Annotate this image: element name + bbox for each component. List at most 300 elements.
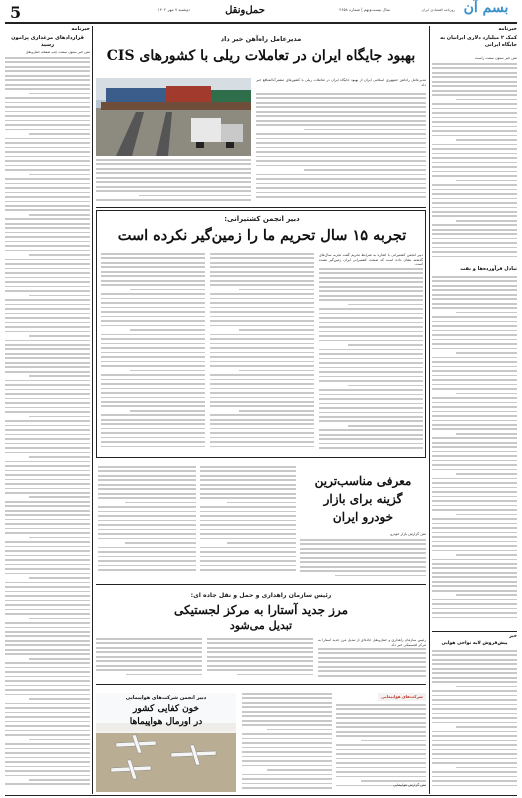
text-line (319, 272, 423, 274)
text-line (101, 437, 205, 439)
interview-kicker: دبیر انجمن کشتیرانی: (224, 215, 300, 223)
text-line (96, 669, 202, 671)
text-line (101, 343, 205, 345)
text-line (5, 156, 90, 158)
text-line (98, 475, 196, 477)
car-story-text-col-3 (98, 466, 196, 578)
text-line (5, 183, 90, 185)
text-line (5, 344, 90, 346)
airline-story (96, 687, 426, 794)
text-line (256, 111, 426, 113)
text-line (210, 397, 314, 399)
text-line (5, 124, 90, 126)
text-line (432, 166, 517, 168)
text-line (432, 211, 517, 213)
text-line (101, 401, 205, 403)
text-line (207, 638, 313, 640)
text-line (200, 569, 296, 571)
car-story-body: متن گزارش بازار خودرو (390, 532, 426, 536)
text-line (432, 460, 517, 462)
text-line (5, 331, 90, 333)
text-line (319, 295, 423, 297)
text-line (210, 441, 314, 443)
text-line (300, 552, 426, 554)
text-line (5, 712, 90, 714)
text-line (210, 302, 314, 304)
text-line (5, 546, 90, 548)
text-line (101, 325, 205, 327)
text-line (210, 419, 314, 421)
text-line (432, 744, 517, 746)
text-line (432, 108, 517, 110)
text-line (29, 416, 90, 418)
right-column-text-lines-top (432, 63, 517, 263)
text-line (432, 563, 517, 565)
text-line (432, 294, 517, 296)
text-line (5, 523, 90, 525)
page-number: 5 (10, 3, 22, 22)
astara-headline-line-1: مرز جدید آستارا به مرکز لجستیکی (173, 603, 349, 617)
text-line (432, 67, 517, 69)
text-line (432, 603, 517, 605)
text-line (456, 514, 517, 516)
text-line (98, 569, 196, 571)
left-column-body: متن خبر ستون سمت چپ صفحه حمل‌ونقل (25, 50, 90, 54)
top-story-text-right (256, 93, 426, 205)
text-line (242, 747, 332, 749)
text-line (5, 205, 90, 207)
car-headline-line-3: خودرو ایران (332, 510, 394, 524)
text-line (98, 493, 196, 495)
text-line (5, 196, 90, 198)
text-line (5, 514, 90, 516)
text-line (96, 177, 251, 179)
text-line (319, 443, 423, 445)
text-line (318, 675, 426, 677)
text-line (300, 543, 426, 545)
right-column-box-label: خبر (509, 634, 517, 639)
text-line (5, 783, 90, 785)
text-line (96, 172, 251, 174)
section-title: حمل‌ونقل (225, 5, 265, 16)
text-line (336, 726, 426, 728)
text-line (336, 758, 426, 760)
text-line (239, 289, 314, 291)
text-line (456, 726, 517, 728)
text-line (318, 670, 426, 672)
airline-text-col-2 (242, 693, 332, 792)
text-line (432, 672, 517, 674)
text-line (139, 195, 251, 197)
text-line (96, 651, 202, 653)
text-line (5, 263, 90, 265)
text-line (210, 414, 314, 416)
text-line (101, 397, 205, 399)
text-line (432, 130, 517, 132)
text-line (5, 178, 90, 180)
text-line (130, 370, 205, 372)
text-line (98, 479, 196, 481)
text-line (432, 215, 517, 217)
text-line (239, 410, 314, 412)
text-line (300, 539, 426, 541)
text-line (300, 570, 426, 572)
text-line (98, 511, 196, 513)
text-line (5, 420, 90, 422)
interview-text-col-2 (210, 253, 314, 454)
text-line (432, 541, 517, 543)
text-line (304, 129, 426, 131)
text-line (319, 358, 423, 360)
text-line (239, 370, 314, 372)
text-line (98, 470, 196, 472)
text-line (96, 181, 251, 183)
text-line (319, 438, 423, 440)
text-line (210, 446, 314, 448)
text-line (318, 652, 426, 654)
text-line (256, 120, 426, 122)
text-line (207, 656, 313, 658)
text-line (5, 209, 90, 211)
text-line (319, 340, 423, 342)
text-line (432, 559, 517, 561)
text-line (456, 767, 517, 769)
text-line (432, 357, 517, 359)
text-line (210, 343, 314, 345)
text-line (319, 362, 423, 364)
text-line (432, 202, 517, 204)
text-line (5, 281, 90, 283)
text-line (319, 322, 423, 324)
text-line (432, 280, 517, 282)
text-line (336, 771, 426, 773)
text-line (5, 160, 90, 162)
text-line (101, 414, 205, 416)
text-line (101, 284, 205, 286)
text-line (5, 707, 90, 709)
text-line (5, 290, 90, 292)
text-line (242, 733, 332, 735)
text-line (456, 180, 517, 182)
text-line (96, 199, 251, 201)
text-line (256, 178, 426, 180)
text-line (432, 590, 517, 592)
text-line (96, 168, 251, 170)
text-line (200, 520, 296, 522)
text-line (432, 402, 517, 404)
text-line (5, 671, 90, 673)
text-line (432, 411, 517, 413)
text-line (5, 622, 90, 624)
text-line (319, 313, 423, 315)
top-story-text-left (96, 159, 251, 205)
text-line (432, 242, 517, 244)
text-line (200, 475, 296, 477)
text-line (432, 572, 517, 574)
text-line (98, 484, 196, 486)
text-line (200, 565, 296, 567)
text-line (300, 566, 426, 568)
text-line (5, 169, 90, 171)
text-line (98, 538, 196, 540)
car-story-text (300, 539, 426, 581)
text-line (5, 201, 90, 203)
text-line (432, 289, 517, 291)
text-line (5, 653, 90, 655)
text-line (5, 541, 90, 543)
car-story-text-col-2 (200, 466, 296, 578)
text-line (432, 153, 517, 155)
text-line (432, 343, 517, 345)
text-line (256, 151, 426, 153)
text-line (5, 268, 90, 270)
text-line (101, 338, 205, 340)
text-line (101, 253, 205, 255)
text-line (432, 740, 517, 742)
text-line (432, 509, 517, 511)
text-line (336, 731, 426, 733)
text-line (432, 518, 517, 520)
text-line (98, 547, 196, 549)
text-line (101, 316, 205, 318)
text-line (5, 250, 90, 252)
car-story (300, 462, 426, 582)
left-column-text-lines (5, 57, 90, 792)
text-line (319, 317, 423, 319)
text-line (5, 609, 90, 611)
text-line (256, 93, 426, 95)
text-line (256, 165, 426, 167)
airline-headline-line-2: در اورمال هواپیماها (129, 717, 203, 727)
text-line (319, 367, 423, 369)
text-line (432, 379, 517, 381)
text-line (256, 115, 426, 117)
text-line (5, 613, 90, 615)
text-line (5, 775, 90, 777)
text-line (5, 501, 90, 503)
text-line (5, 488, 90, 490)
text-line (456, 554, 517, 556)
text-line (200, 470, 296, 472)
text-line (432, 348, 517, 350)
text-line (210, 432, 314, 434)
right-column-bottom-headline: پیش‌فروش لایه نواحی هوایی (441, 641, 508, 646)
text-line (5, 443, 90, 445)
text-line (432, 321, 517, 323)
text-line (5, 483, 90, 485)
text-line (242, 715, 332, 717)
text-line (101, 271, 205, 273)
text-line (239, 329, 314, 331)
text-line (200, 556, 296, 558)
tagline: روزنامه اقتصادی ایران (421, 8, 455, 12)
text-line (210, 423, 314, 425)
text-line (5, 757, 90, 759)
text-line (101, 262, 205, 264)
text-line (210, 388, 314, 390)
text-line (98, 524, 196, 526)
text-line (432, 247, 517, 249)
airline-kicker: دبیر انجمن شرکت‌های هواپیمایی (125, 695, 207, 701)
text-line (5, 438, 90, 440)
text-line (432, 650, 517, 652)
text-line (456, 99, 517, 101)
text-line (101, 419, 205, 421)
text-line (319, 353, 423, 355)
top-story-rule (96, 207, 426, 208)
text-line (125, 502, 196, 504)
text-line (210, 379, 314, 381)
text-line (210, 257, 314, 259)
text-line (336, 713, 426, 715)
text-line (432, 442, 517, 444)
text-line (5, 272, 90, 274)
right-column (432, 26, 517, 794)
text-line (98, 515, 196, 517)
text-line (5, 461, 90, 463)
text-line (300, 557, 426, 559)
text-line (5, 662, 90, 664)
text-line (256, 133, 426, 135)
text-line (432, 384, 517, 386)
airline-section-band (378, 693, 426, 701)
text-line (5, 84, 90, 86)
text-line (5, 187, 90, 189)
text-line (5, 429, 90, 431)
text-line (200, 547, 296, 549)
text-line (96, 190, 251, 192)
text-line (242, 774, 332, 776)
text-line (29, 658, 90, 660)
text-line (256, 106, 426, 108)
text-line (5, 564, 90, 566)
rail-yard-photo (96, 78, 251, 156)
text-line (256, 156, 426, 158)
text-line (5, 694, 90, 696)
text-line (98, 551, 196, 553)
text-line (200, 533, 296, 535)
text-line (98, 529, 196, 531)
text-line (101, 392, 205, 394)
text-line (101, 379, 205, 381)
text-line (256, 192, 426, 194)
text-line (5, 519, 90, 521)
text-line (432, 339, 517, 341)
text-line (210, 352, 314, 354)
top-story-headline: بهبود جایگاه ایران در تعاملات ریلی با کشورهای CIS (106, 48, 416, 64)
text-line (242, 724, 332, 726)
text-line (5, 259, 90, 261)
text-line (210, 271, 314, 273)
text-line (242, 778, 332, 780)
text-line (98, 556, 196, 558)
text-line (242, 787, 332, 789)
text-line (5, 582, 90, 584)
text-line (256, 183, 426, 185)
interview-headline: تجربه ۱۵ سال تحریم ما را زمین‌گیر نکرده است (117, 227, 407, 244)
text-line (432, 94, 517, 96)
text-line (237, 674, 313, 676)
text-line (319, 281, 423, 283)
text-line (200, 538, 296, 540)
text-line (5, 591, 90, 593)
text-line (242, 702, 332, 704)
text-line (348, 425, 423, 427)
text-line (5, 474, 90, 476)
astara-body: رئیس سازمان راهداری و حمل‌ونقل جاده‌ای از تبدیل مرز جدید آستارا به مرکز لجستیکی خبر داد. (318, 638, 426, 647)
text-line (5, 680, 90, 682)
text-line (101, 320, 205, 322)
text-line (5, 640, 90, 642)
text-line (210, 275, 314, 277)
text-line (242, 756, 332, 758)
text-line (5, 75, 90, 77)
text-line (432, 198, 517, 200)
text-line (432, 699, 517, 701)
top-story (96, 26, 426, 206)
text-line (101, 257, 205, 259)
text-line (5, 326, 90, 328)
text-line (5, 586, 90, 588)
text-line (336, 753, 426, 755)
text-line (5, 357, 90, 359)
text-line (432, 428, 517, 430)
text-line (130, 329, 205, 331)
astara-text-col-1 (318, 648, 426, 682)
text-line (210, 361, 314, 363)
text-line (432, 722, 517, 724)
text-line (319, 389, 423, 391)
text-line (5, 528, 90, 530)
text-line (29, 496, 90, 498)
text-line (319, 407, 423, 409)
text-line (96, 660, 202, 662)
left-column-divider (92, 26, 93, 794)
text-line (5, 644, 90, 646)
text-line (432, 415, 517, 417)
text-line (432, 397, 517, 399)
text-line (29, 93, 90, 95)
text-line (200, 511, 296, 513)
text-line (96, 665, 202, 667)
text-line (210, 266, 314, 268)
text-line (5, 218, 90, 220)
astara-rule (96, 684, 426, 685)
text-line (210, 253, 314, 255)
text-line (5, 393, 90, 395)
text-line (267, 769, 332, 771)
text-line (210, 316, 314, 318)
text-line (5, 317, 90, 319)
text-line (5, 286, 90, 288)
text-line (432, 690, 517, 692)
text-line (5, 721, 90, 723)
text-line (256, 196, 426, 198)
text-line (130, 410, 205, 412)
text-line (5, 411, 90, 413)
text-line (200, 466, 296, 468)
text-line (336, 735, 426, 737)
text-line (101, 356, 205, 358)
text-line (432, 112, 517, 114)
text-line (242, 742, 332, 744)
text-line (29, 577, 90, 579)
text-line (5, 313, 90, 315)
text-line (5, 57, 90, 59)
text-line (256, 142, 426, 144)
text-line (432, 117, 517, 119)
text-line (5, 106, 90, 108)
